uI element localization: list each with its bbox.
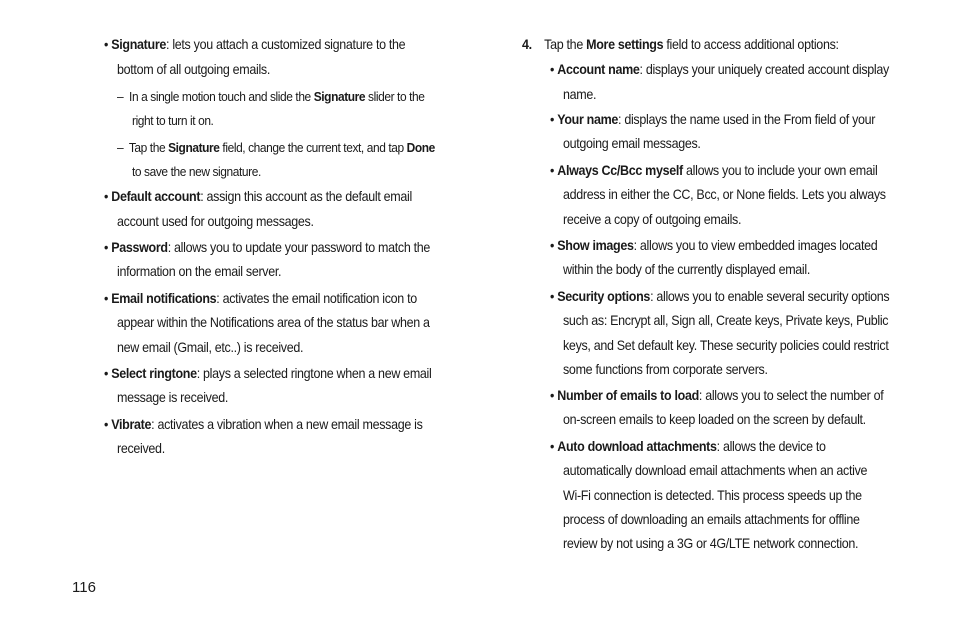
email-notifications-line-2: appear within the Notifications area of the status bar when a bbox=[117, 315, 430, 330]
select-ringtone-line-1: • Select ringtone: plays a selected ringtone when a new email bbox=[104, 366, 432, 381]
bullet: • bbox=[550, 289, 555, 304]
bullet: • bbox=[104, 417, 109, 432]
bullet: • bbox=[104, 366, 109, 381]
auto-download-label: Auto download attachments bbox=[557, 439, 717, 454]
default-account-label: Default account bbox=[111, 189, 201, 204]
password-label: Password bbox=[111, 240, 168, 255]
always-cc-line-3: receive a copy of outgoing emails. bbox=[563, 212, 742, 227]
show-images-line-1: • Show images: allows you to view embedded images located bbox=[550, 238, 878, 253]
auto-download-line-4: process of downloading an emails attachments for offline bbox=[563, 512, 860, 527]
account-name-line-2: name. bbox=[563, 87, 597, 102]
auto-download-line-2: automatically download email attachments when an active bbox=[563, 463, 868, 478]
bullet: • bbox=[550, 62, 555, 77]
select-ringtone-label: Select ringtone bbox=[111, 366, 197, 381]
show-images-label: Show images bbox=[557, 238, 634, 253]
signature-label: Signature bbox=[111, 37, 167, 52]
default-account-line-2: account used for outgoing messages. bbox=[117, 214, 314, 229]
more-settings-label: More settings bbox=[586, 37, 664, 52]
email-notifications-line-1: • Email notifications: activates the email notification icon to bbox=[104, 291, 417, 306]
security-options-line-2: such as: Encrypt all, Sign all, Create keys, Private keys, Public bbox=[563, 313, 889, 328]
default-account-line-1: • Default account: assign this account as the default email bbox=[104, 189, 412, 204]
number-of-emails-line-2: on-screen emails to keep loaded on the screen by default. bbox=[563, 412, 866, 427]
your-name-line-2: outgoing email messages. bbox=[563, 136, 701, 151]
dash: – bbox=[117, 89, 124, 104]
dash: – bbox=[117, 140, 124, 155]
vibrate-line-2: received. bbox=[117, 441, 165, 456]
vibrate-line-1: • Vibrate: activates a vibration when a new email message is bbox=[104, 417, 423, 432]
account-name-line-1: • Account name: displays your uniquely created account display bbox=[550, 62, 889, 77]
email-notifications-line-3: new email (Gmail, etc..) is received. bbox=[117, 340, 304, 355]
signature-sub2-line-2: to save the new signature. bbox=[132, 164, 261, 179]
security-options-line-1: • Security options: allows you to enable several security options bbox=[550, 289, 890, 304]
security-options-line-3: keys, and Set default key. These security policies could restrict bbox=[563, 338, 889, 353]
bullet: • bbox=[104, 240, 109, 255]
password-line-1: • Password: allows you to update your password to match the bbox=[104, 240, 431, 255]
auto-download-line-3: Wi-Fi connection is detected. This process speeds up the bbox=[563, 488, 862, 503]
always-cc-line-2: address in either the CC, Bcc, or None fields. Lets you always bbox=[563, 187, 886, 202]
number-of-emails-line-1: • Number of emails to load: allows you to select the number of bbox=[550, 388, 884, 403]
bullet: • bbox=[104, 37, 109, 52]
account-name-label: Account name bbox=[557, 62, 640, 77]
show-images-line-2: within the body of the currently displayed email. bbox=[563, 262, 811, 277]
signature-sub1-line-2: right to turn it on. bbox=[132, 113, 214, 128]
step-number: 4. bbox=[522, 37, 532, 52]
bullet: • bbox=[550, 163, 555, 178]
auto-download-line-5: review by not using a 3G or 4G/LTE network connection. bbox=[563, 536, 859, 551]
bullet: • bbox=[550, 238, 555, 253]
bullet: • bbox=[550, 112, 555, 127]
email-notifications-label: Email notifications bbox=[111, 291, 217, 306]
signature-line-1: • Signature: lets you attach a customized signature to the bbox=[104, 37, 406, 52]
step-4: 4. Tap the More settings field to access additional options: bbox=[522, 37, 839, 52]
page-number: 116 bbox=[72, 579, 96, 596]
signature-sub1-line-1: – In a single motion touch and slide the Signature slider to the bbox=[117, 89, 425, 104]
signature-sub2-line-1: – Tap the Signature field, change the current text, and tap Done bbox=[117, 140, 435, 155]
number-of-emails-label: Number of emails to load bbox=[557, 388, 699, 403]
password-line-2: information on the email server. bbox=[117, 264, 282, 279]
your-name-label: Your name bbox=[557, 112, 619, 127]
always-cc-label: Always Cc/Bcc myself bbox=[557, 163, 683, 178]
signature-line-2: bottom of all outgoing emails. bbox=[117, 62, 271, 77]
select-ringtone-line-2: message is received. bbox=[117, 390, 229, 405]
bullet: • bbox=[104, 189, 109, 204]
vibrate-label: Vibrate bbox=[111, 417, 152, 432]
security-options-line-4: some functions from corporate servers. bbox=[563, 362, 768, 377]
your-name-line-1: • Your name: displays the name used in the From field of your bbox=[550, 112, 876, 127]
auto-download-line-1: • Auto download attachments: allows the device to bbox=[550, 439, 826, 454]
always-cc-line-1: • Always Cc/Bcc myself allows you to include your own email bbox=[550, 163, 878, 178]
bullet: • bbox=[550, 439, 555, 454]
security-options-label: Security options bbox=[557, 289, 651, 304]
bullet: • bbox=[104, 291, 109, 306]
bullet: • bbox=[550, 388, 555, 403]
